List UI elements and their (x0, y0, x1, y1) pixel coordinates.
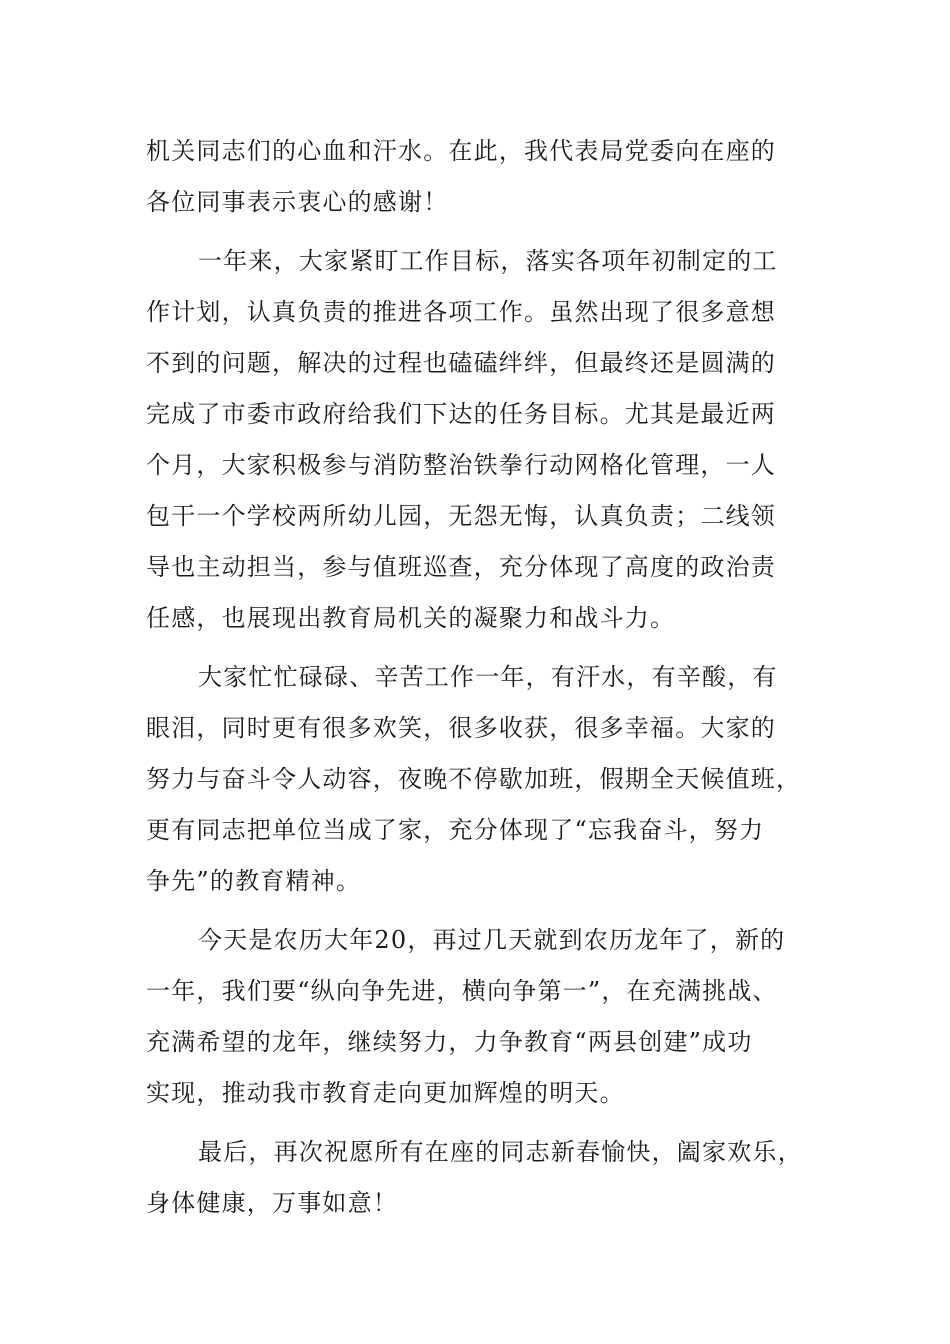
paragraph-line: 最后，再次祝愿所有在座的同志新春愉快，阖家欢乐， (198, 1138, 803, 1166)
document-body (146, 126, 803, 1229)
paragraph-line: 实现，推动我市教育走向更加辉煌的明天。 (146, 1079, 625, 1107)
paragraph-4 (146, 915, 796, 1119)
paragraph-line: 努力与奋斗令人动容，夜晚不停歇加班，假期全天候值班， (146, 765, 802, 793)
paragraph-line: 完成了市委市政府给我们下达的任务目标。尤其是最近两 (146, 400, 776, 428)
paragraph-line: 一年来，大家紧盯工作目标，落实各项年初制定的工 (198, 247, 778, 275)
paragraph-3 (146, 652, 802, 907)
paragraph-line: 争先”的教育精神。 (146, 867, 362, 895)
paragraph-line: 充满希望的龙年，继续努力，力争教育“两县创建”成功 (146, 1028, 753, 1056)
paragraph-line: 一年，我们要“纵向争先进，横向争第一”，在充满挑战、 (146, 977, 778, 1005)
paragraph-line: 机关同志们的心血和汗水。在此，我代表局党委向在座的 (146, 137, 776, 165)
paragraph-line: 眼泪，同时更有很多欢笑，很多收获，很多幸福。大家的 (146, 714, 776, 742)
paragraph-line: 个月，大家积极参与消防整治铁拳行动网格化管理，一人 (146, 451, 776, 479)
paragraph-line: 今天是农历大年20，再过几天就到农历龙年了，新的 (198, 926, 786, 954)
paragraph-line: 更有同志把单位当成了家，充分体现了“忘我奋斗，努力 (146, 816, 765, 844)
paragraph-line: 身体健康，万事如意！ (146, 1189, 398, 1217)
paragraph-5 (146, 1127, 803, 1229)
paragraph-1 (146, 126, 796, 228)
paragraph-line: 作计划，认真负责的推进各项工作。虽然出现了很多意想 (146, 298, 776, 326)
paragraph-line: 任感，也展现出教育局机关的凝聚力和战斗力。 (146, 604, 676, 632)
paragraph-line: 各位同事表示衷心的感谢！ (146, 188, 449, 216)
paragraph-line: 大家忙忙碌碌、辛苦工作一年，有汗水，有辛酸，有 (198, 663, 778, 691)
paragraph-line: 导也主动担当，参与值班巡查，充分体现了高度的政治责 (146, 553, 776, 581)
paragraph-line: 包干一个学校两所幼儿园，无怨无悔，认真负责；二线领 (146, 502, 776, 530)
paragraph-line: 不到的问题，解决的过程也磕磕绊绊，但最终还是圆满的 (146, 349, 776, 377)
paragraph-2 (146, 236, 796, 644)
